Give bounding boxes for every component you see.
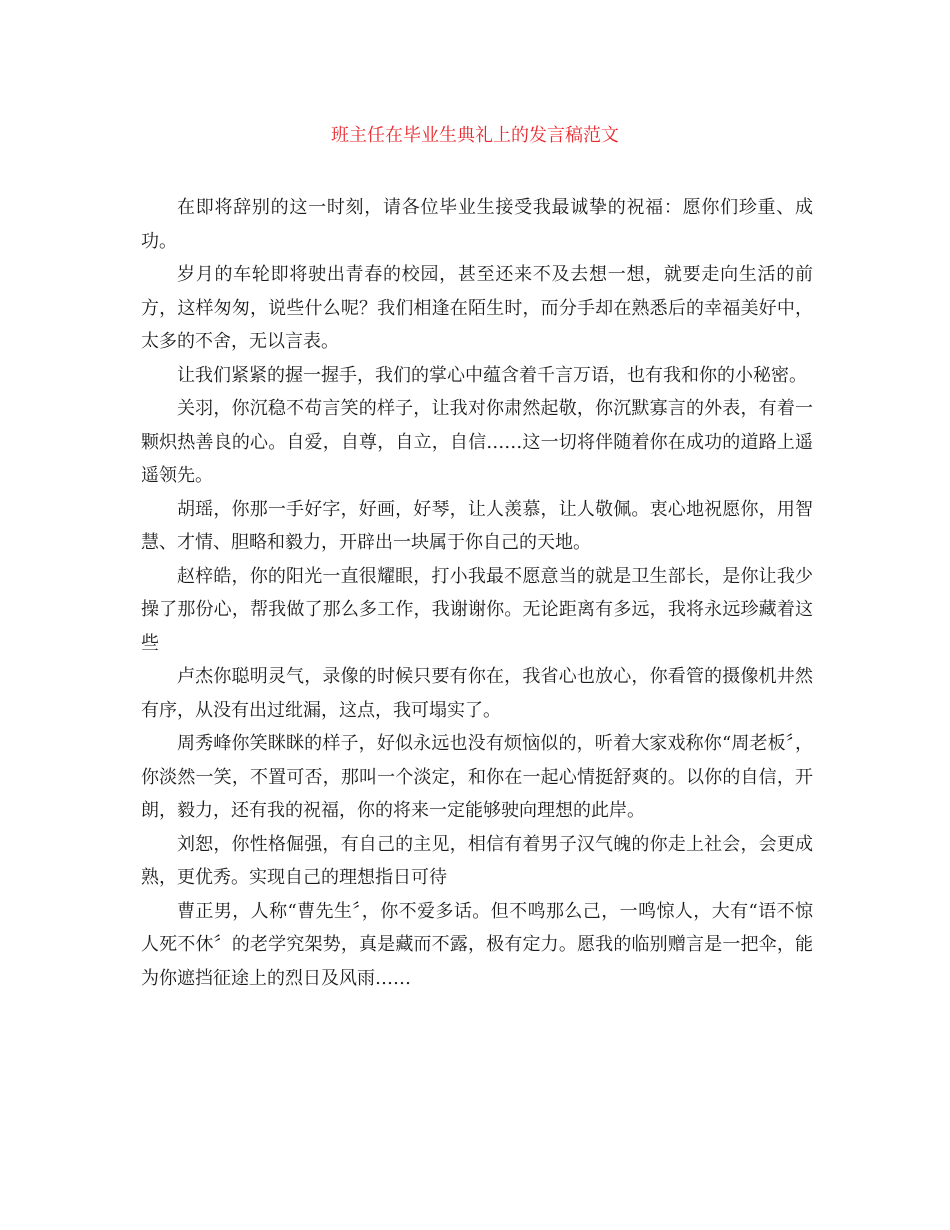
- paragraph-2: 岁月的车轮即将驶出青春的校园，甚至还来不及去想一想，就要走向生活的前方，这样匆匆，说些什么呢？我们相逢在陌生时，而分手却在熟悉后的幸福美好中，太多的不舍，无以言表。: [141, 264, 813, 352]
- paragraph-9: 刘恕，你性格倔强，有自己的主见，相信有着男子汉气魄的你走上社会，会更成熟，更优秀。实现自己的理想指日可待: [141, 833, 813, 888]
- paragraph-3: 让我们紧紧的握一握手，我们的掌心中蕴含着千言万语，也有我和你的小秘密。: [177, 364, 807, 386]
- paragraph-8: 周秀峰你笑眯眯的样子，好似永远也没有烦恼似的，听着大家戏称你“周老板〞，你淡然一笑，不置可否，那叫一个淡定，和你在一起心情挺舒爽的。以你的自信，开朗，毅力，还有我的祝福，你的将来一定能够驶向理想的此岸。: [141, 733, 813, 821]
- page-title: 班主任在毕业生典礼上的发言稿范文: [331, 125, 619, 146]
- paragraph-4: 关羽，你沉稳不苟言笑的样子，让我对你肃然起敬，你沉默寡言的外表，有着一颗炽热善良的心。自爱，自尊，自立，自信……这一切将伴随着你在成功的道路上遥遥领先。: [141, 398, 813, 486]
- paragraph-7: 卢杰你聪明灵气，录像的时候只要有你在，我省心也放心，你看管的摄像机井然有序，从没有出过纰漏，这点，我可塌实了。: [141, 666, 813, 721]
- paragraph-10: 曹正男，人称“曹先生〞，你不爱多话。但不鸣那么己，一鸣惊人，大有“语不惊人死不休〞的老学究架势，真是藏而不露，极有定力。愿我的临别赠言是一把伞，能为你遮挡征途上的烈日及风雨……: [141, 900, 813, 989]
- document-body: [141, 191, 813, 995]
- paragraph-1: 在即将辞别的这一时刻，请各位毕业生接受我最诚挚的祝福：愿你们珍重、成功。: [141, 197, 813, 252]
- paragraph-6: 赵梓皓，你的阳光一直很耀眼，打小我最不愿意当的就是卫生部长，是你让我少操了那份心，帮我做了那么多工作，我谢谢你。无论距离有多远，我将永远珍藏着这些: [141, 565, 813, 654]
- paragraph-5: 胡瑶，你那一手好字，好画，好琴，让人羡慕，让人敬佩。衷心地祝愿你，用智慧、才情、胆略和毅力，开辟出一块属于你自己的天地。: [141, 498, 813, 553]
